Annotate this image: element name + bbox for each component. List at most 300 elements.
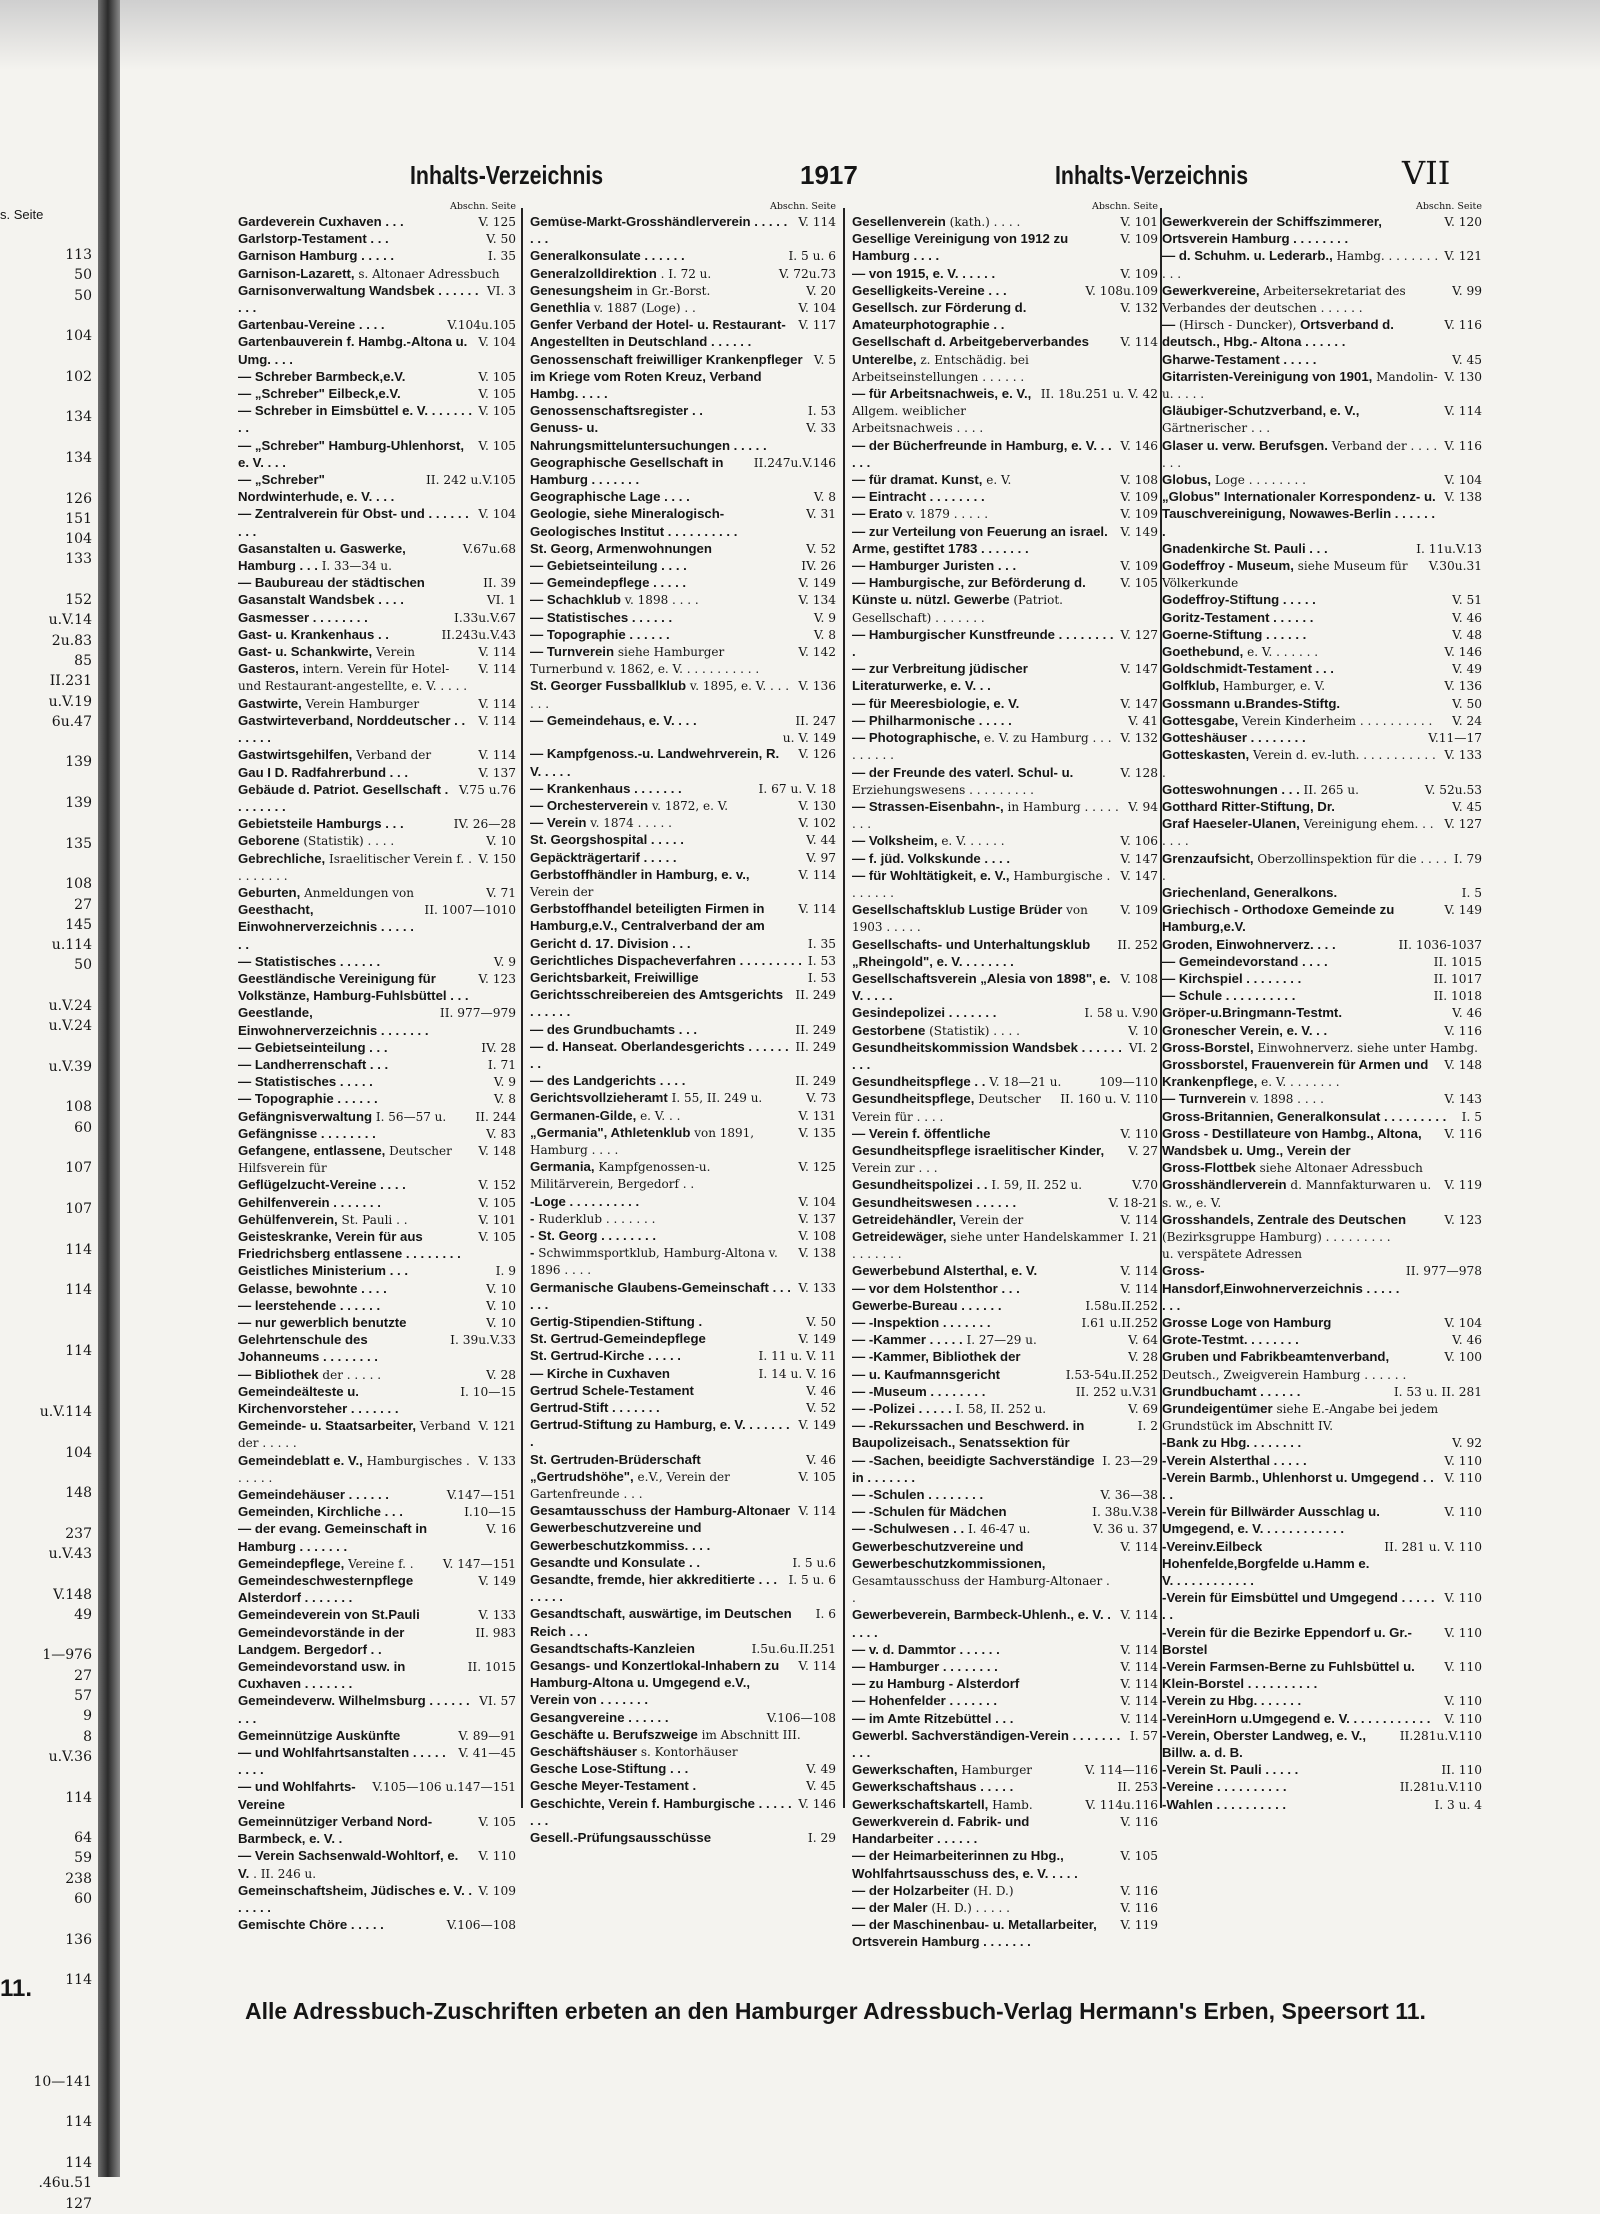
entry-reference: II. 1018 xyxy=(1433,989,1482,1004)
entry-text xyxy=(852,1143,1122,1177)
entry-keyword: — Hamburger Juristen . . . xyxy=(852,558,1017,574)
index-entry xyxy=(530,1606,836,1640)
previous-page-number xyxy=(0,1361,92,1381)
entry-reference: V.75 u.76 xyxy=(458,782,516,797)
entry-text xyxy=(238,1418,472,1452)
entry-reference: V. 147 xyxy=(1120,851,1158,866)
entry-reference: V. 110 xyxy=(1444,1470,1482,1485)
entry-detail: Hamb. xyxy=(988,1797,1033,1812)
index-entry xyxy=(530,1727,836,1744)
entry-text xyxy=(852,1659,1114,1676)
index-entry xyxy=(1162,214,1482,248)
index-entry xyxy=(238,902,516,954)
entry-keyword: Gewerbebund Alsterthal, e. V. xyxy=(852,1263,1038,1279)
entry-text xyxy=(238,1281,480,1298)
entry-reference: V. 72u.73 xyxy=(778,266,836,281)
previous-page-number: 104 xyxy=(65,531,92,548)
entry-keyword: — des Landgerichts . . . . xyxy=(530,1073,686,1089)
entry-reference: I. 57 xyxy=(1129,1728,1158,1743)
entry-keyword: Gastwirtsgehilfen, xyxy=(238,747,353,763)
entry-reference: V. 114 xyxy=(798,867,836,882)
entry-keyword: Gesandte, fremde, hier akkreditierte . . . . . . . . xyxy=(530,1572,777,1605)
entry-reference: I. 53 xyxy=(807,404,836,419)
entry-text xyxy=(1162,971,1428,988)
entry-keyword: Gewerkverein der Schiffszimmerer, Ortsverein Hamburg . . . . . . . . xyxy=(1162,214,1382,247)
entry-reference: V. 109 xyxy=(1120,903,1158,918)
index-entry xyxy=(530,1417,836,1451)
index-entry xyxy=(530,283,836,300)
entry-reference: I. 6 xyxy=(815,1607,836,1622)
entry-reference: V. 41 xyxy=(1128,713,1158,728)
entry-text xyxy=(238,782,453,816)
previous-page-number: 114 xyxy=(65,2154,92,2171)
entry-keyword: Ortsverband d. deutsch., Hbg.- Altona . . . . . . xyxy=(1162,317,1394,350)
entry-text xyxy=(238,644,472,661)
index-entry xyxy=(852,1539,1158,1608)
previous-page-number xyxy=(0,813,92,833)
index-entry xyxy=(1162,1470,1482,1504)
entry-reference: V. 27 xyxy=(1128,1143,1158,1158)
index-entry xyxy=(1162,730,1482,747)
entry-reference: I.5u.6u.II.251 xyxy=(751,1641,836,1656)
entry-reference: V. 97 xyxy=(806,850,836,865)
entry-text xyxy=(1162,1625,1438,1659)
entry-reference: V. 51 xyxy=(1452,593,1482,608)
index-entry xyxy=(852,937,1158,971)
entry-text xyxy=(238,266,516,283)
previous-page-numbers xyxy=(0,245,92,2214)
entry-detail: (Statistik) . . . . xyxy=(299,834,395,849)
entry-text xyxy=(530,1073,789,1090)
entry-reference: V. 116 xyxy=(1120,1900,1158,1915)
entry-reference: V. 127 xyxy=(1444,817,1482,832)
index-entry xyxy=(852,1040,1158,1074)
entry-reference: II. 160 u. V. 110 xyxy=(1060,1092,1158,1107)
entry-text xyxy=(238,833,480,850)
entry-detail: (H. D.) . . . . . xyxy=(927,1900,1010,1915)
entry-reference: I. 21 xyxy=(1129,1229,1158,1244)
entry-detail: z. Entschädig. bei Arbeitseinstellungen . . . . . . xyxy=(852,352,1029,384)
index-entry xyxy=(852,575,1158,627)
entry-text xyxy=(530,850,800,867)
entry-reference: V. 149 xyxy=(1120,524,1158,539)
entry-text xyxy=(530,1744,836,1761)
entry-text xyxy=(1162,1384,1388,1401)
entry-keyword: Gelehrtenschule des Johanneums . . . . . . . . xyxy=(238,1332,378,1365)
previous-page-number xyxy=(0,976,92,996)
previous-page-number: 148 xyxy=(65,1485,92,1502)
entry-reference: II. 281 u. V. 110 xyxy=(1384,1539,1482,1554)
entry-reference: II. 252 xyxy=(1117,937,1158,952)
index-column-2 xyxy=(530,200,836,1846)
previous-page-header: s. Seite xyxy=(0,207,44,222)
entry-reference: V. 46 xyxy=(1452,1006,1482,1021)
entry-keyword: Gläubiger-Schutzverband, e. V., xyxy=(1162,403,1360,419)
entry-text xyxy=(530,1159,792,1193)
entry-detail: Gärtnerischer . . . xyxy=(1162,421,1271,436)
index-entry xyxy=(852,1917,1158,1951)
entry-keyword: -Verein für die Bezirke Eppendorf u. Gr.-Borstel xyxy=(1162,1624,1412,1657)
index-entry xyxy=(852,1143,1158,1177)
previous-page-number xyxy=(0,387,92,407)
previous-page-number xyxy=(0,773,92,793)
entry-text xyxy=(530,970,802,987)
index-entry xyxy=(1162,1005,1482,1022)
index-entry xyxy=(238,575,516,592)
entry-keyword: — Gebietseinteilung . . . xyxy=(238,1039,388,1055)
entry-reference: V. 45 xyxy=(806,1779,836,1794)
previous-page-number: u.V.36 xyxy=(48,1748,92,1765)
index-entry xyxy=(530,815,836,832)
entry-keyword: — und Wohlfahrtsanstalten . . . . . . . . . xyxy=(238,1745,446,1778)
previous-page-number: u.V.14 xyxy=(48,612,92,629)
entry-reference: I. 53 xyxy=(807,970,836,985)
entry-text xyxy=(1162,1091,1438,1108)
entry-keyword: Gewerkvereine, xyxy=(1162,282,1260,298)
entry-keyword: -Loge . . . . . . . . . . xyxy=(530,1193,640,1209)
entry-text xyxy=(530,455,748,489)
previous-page-number xyxy=(0,2133,92,2153)
entry-keyword: — Topographie . . . . . . xyxy=(238,1091,378,1107)
entry-text xyxy=(852,231,1114,265)
entry-text xyxy=(238,902,418,954)
index-entry xyxy=(1162,816,1482,850)
previous-page-number: 134 xyxy=(65,449,92,466)
entry-reference: V. 138 xyxy=(1444,490,1482,505)
entry-detail: e. V. xyxy=(982,473,1012,488)
entry-reference: V. 149 xyxy=(798,576,836,591)
entry-text xyxy=(852,868,1114,902)
index-entry xyxy=(530,1348,836,1365)
entry-reference: V. 20 xyxy=(806,283,836,298)
entry-detail: Allgem. weiblicher Arbeitsnachweis . . . . xyxy=(852,404,984,436)
entry-detail: I. 27—29 u. xyxy=(962,1333,1037,1348)
entry-keyword: Gronescher Verein, e. V. . . xyxy=(1162,1022,1328,1038)
entry-keyword: — der Maschinenbau- u. Metallarbeiter, Ortsverein Hamburg . . . . . . . xyxy=(852,1917,1097,1950)
entry-keyword: St. Georg, Armenwohnungen xyxy=(530,540,712,556)
entry-text xyxy=(1162,369,1438,403)
entry-reference: I. 10—15 xyxy=(460,1384,516,1399)
entry-reference: I. 5 xyxy=(1461,1109,1482,1124)
index-entry xyxy=(852,1281,1158,1298)
previous-page-number xyxy=(0,1037,92,1057)
index-entry xyxy=(238,1109,516,1126)
entry-text xyxy=(852,1848,1114,1882)
entry-reference: V. 116 xyxy=(1444,1023,1482,1038)
entry-reference: V. 128 xyxy=(1120,765,1158,780)
entry-reference: V. 114u.116 xyxy=(1085,1797,1158,1812)
entry-text xyxy=(530,1503,792,1555)
index-entry xyxy=(852,1900,1158,1917)
entry-reference: V. 10 xyxy=(486,1316,516,1330)
index-entry xyxy=(530,248,836,265)
index-entry xyxy=(852,1521,1158,1538)
entry-keyword: Grosse Loge von Hamburg xyxy=(1162,1315,1332,1330)
index-entry xyxy=(530,317,836,351)
entry-detail: v. 1872, e. V. xyxy=(648,798,729,813)
entry-keyword: Gesandtschafts-Kanzleien xyxy=(530,1640,695,1656)
index-entry xyxy=(530,1572,836,1606)
entry-keyword: — nur gewerblich benutzte xyxy=(238,1315,407,1330)
entry-keyword: Gesellsch. zur Förderung d. Amateurphotographie . . xyxy=(852,300,1027,333)
column-header: Abschn. Seite xyxy=(449,201,516,212)
entry-detail: siehe Hamburger Turnerbund v. 1862, e. V. . . . . . . . . . . xyxy=(530,645,760,677)
entry-text xyxy=(238,1263,490,1280)
entry-keyword: — leerstehende . . . . . . xyxy=(238,1297,381,1313)
index-entry xyxy=(852,1212,1158,1229)
entry-text xyxy=(852,1642,1114,1659)
index-entry xyxy=(852,696,1158,713)
previous-page-number: 151 xyxy=(65,510,92,527)
entry-text xyxy=(1162,489,1438,541)
index-entry xyxy=(238,248,516,265)
entry-text xyxy=(1162,214,1438,248)
previous-page-number: u.114 xyxy=(51,937,92,954)
entry-keyword: Gesindepolizei . . . . . . . xyxy=(852,1005,997,1021)
entry-keyword: — -Kammer . . . . . xyxy=(852,1332,963,1348)
entry-keyword: Grosshändlerverein xyxy=(1162,1177,1287,1193)
entry-keyword: Gast- u. Krankenhaus . . xyxy=(238,626,389,642)
entry-keyword: Gemeindevorstand usw. in Cuxhaven . . . . . . . xyxy=(238,1659,406,1692)
index-entry xyxy=(1162,1453,1482,1470)
entry-text xyxy=(530,1572,782,1606)
entry-text xyxy=(238,1693,473,1727)
index-entry xyxy=(852,1453,1158,1487)
index-entry xyxy=(1162,1057,1482,1091)
index-entry xyxy=(852,1384,1158,1401)
entry-reference: V. 109 xyxy=(1120,490,1158,505)
index-entry xyxy=(238,1883,516,1917)
entry-keyword: Gesundheitspolizei . . xyxy=(852,1177,988,1193)
entry-text xyxy=(530,832,800,849)
entry-reference: II. 1015 xyxy=(467,1660,516,1675)
index-entry xyxy=(1162,1435,1482,1452)
entry-reference: IV. 26—28 xyxy=(453,817,516,832)
entry-reference: V. 110 xyxy=(1444,1505,1482,1520)
index-entry xyxy=(1162,1109,1482,1126)
entry-reference: V. 114 xyxy=(798,902,836,917)
entry-keyword: Germanische Glaubens-Gemeinschaft . . . . . . xyxy=(530,1279,791,1312)
index-entry xyxy=(1162,782,1482,799)
previous-page-number: u.V.19 xyxy=(48,693,92,710)
previous-page-number: 135 xyxy=(65,835,92,852)
index-entry xyxy=(852,1263,1158,1280)
entry-keyword: „Germania", Athletenklub xyxy=(530,1124,691,1140)
entry-reference: II. 1015 xyxy=(1433,954,1482,969)
entry-keyword: — Strassen-Eisenbahn-, xyxy=(852,798,1004,814)
entry-text xyxy=(1162,954,1428,971)
entry-reference: V. 125 xyxy=(798,1160,836,1175)
entry-text xyxy=(852,1332,1122,1349)
entry-keyword: Gewerkverein d. Fabrik- und Handarbeiter . . . . . . xyxy=(852,1813,1030,1847)
entry-text xyxy=(852,1521,1087,1538)
entry-text xyxy=(852,1074,1093,1091)
index-entry xyxy=(238,334,516,368)
entry-text xyxy=(530,1830,802,1847)
entry-keyword: — -Sachen, beeidigte Sachverständige in . . . . . . . xyxy=(852,1452,1095,1485)
entry-text xyxy=(1162,1315,1438,1332)
entry-reference: V. 116 xyxy=(1444,1126,1482,1141)
previous-page-number: .46u.51 xyxy=(38,2175,92,2192)
previous-page-number: 104 xyxy=(65,1444,92,1461)
index-entry xyxy=(852,713,1158,730)
previous-page-number xyxy=(0,2011,92,2031)
entry-text xyxy=(852,1607,1114,1641)
previous-page-number xyxy=(0,346,92,366)
index-entry xyxy=(238,1298,516,1315)
entry-detail: v. 1898 . . . . xyxy=(620,593,699,608)
entry-text xyxy=(852,1711,1114,1728)
index-entry xyxy=(238,1040,516,1057)
index-entry xyxy=(530,832,836,849)
entry-text xyxy=(530,352,808,404)
index-entry xyxy=(238,1229,516,1263)
entry-keyword: — Kirchspiel . . . . . . . . xyxy=(1162,970,1302,986)
previous-page-number: 136 xyxy=(65,1931,92,1948)
entry-reference: V. 114 xyxy=(478,748,516,763)
entry-reference: V. 148 xyxy=(478,1143,516,1158)
entry-detail: e. V. . . . . . . . xyxy=(1257,1075,1340,1090)
entry-keyword: — Hamburgischer Kunstfreunde . . . . . . . . . xyxy=(852,626,1114,660)
index-entry xyxy=(852,334,1158,386)
entry-keyword: — Verein f. öffentliche xyxy=(852,1125,991,1141)
entry-text xyxy=(852,1418,1132,1452)
index-entry xyxy=(530,1830,836,1847)
entry-keyword: Gotthard Ritter-Stiftung, Dr. xyxy=(1162,798,1335,814)
entry-keyword: Gesell.-Prüfungsausschüsse xyxy=(530,1830,712,1846)
entry-keyword: -Verein für Eimsbüttel und Umgegend . . . . . . . xyxy=(1162,1590,1435,1623)
previous-page-number xyxy=(0,1767,92,1787)
entry-reference: II. 247 xyxy=(795,713,836,728)
previous-page-number: 108 xyxy=(65,1099,92,1116)
entry-reference: V. 108 xyxy=(1120,473,1158,488)
entry-keyword: Godeffroy - Museum, xyxy=(1162,558,1294,574)
entry-reference: V. 125 xyxy=(478,215,516,229)
index-entry xyxy=(238,369,516,386)
entry-text xyxy=(1162,283,1446,317)
entry-text xyxy=(1162,1590,1438,1624)
page-footer: Alle Adressbuch-Zuschriften erbeten an den Hamburger Adressbuch-Verlag Hermann's Erben, Speersort 11. xyxy=(245,1998,1426,2024)
index-entry xyxy=(852,627,1158,661)
entry-text xyxy=(852,1298,1079,1315)
entry-text xyxy=(530,1452,800,1469)
index-entry xyxy=(530,541,836,558)
index-entry xyxy=(238,1263,516,1280)
entry-reference: V. 5 xyxy=(813,352,836,367)
entry-keyword: — -Inspektion . . . . . . . xyxy=(852,1315,991,1330)
entry-keyword: Gesundheitskommission Wandsbek . . . . . . . . . xyxy=(852,1039,1122,1072)
previous-page-number: u.V.24 xyxy=(48,997,92,1014)
entry-text xyxy=(1162,1470,1438,1504)
entry-reference: II. 1017 xyxy=(1433,971,1482,986)
entry-keyword: Gewerkschaften, xyxy=(852,1762,958,1778)
entry-keyword: Goerne-Stiftung . . . . . . xyxy=(1162,626,1307,642)
entry-text xyxy=(1162,1057,1438,1091)
entry-keyword: — Gebietseinteilung . . . . xyxy=(530,558,687,574)
entry-reference: V. 116 xyxy=(1120,1883,1158,1898)
entry-keyword: Gemeinnützige Auskünfte xyxy=(238,1727,401,1743)
entry-reference: IV. 26 xyxy=(801,559,836,574)
index-entry xyxy=(852,868,1158,902)
entry-keyword: Gesangvereine . . . . . . xyxy=(530,1709,669,1725)
entry-reference: V. 110 xyxy=(1444,1625,1482,1640)
entry-reference: V. 114—116 xyxy=(1084,1763,1158,1778)
entry-keyword: Gepäckträgertarif . . . . . xyxy=(530,849,677,865)
header-title-right: Inhalts-Verzeichnis xyxy=(1055,160,1249,190)
entry-text xyxy=(530,678,792,712)
entry-keyword: Gemeinden, Kirchliche . . . xyxy=(238,1504,403,1520)
entry-keyword: Gewerbl. Sachverständigen-Verein . . . . . . . . . . xyxy=(852,1727,1121,1761)
entry-keyword: Gross-Borstel, xyxy=(1162,1039,1254,1055)
index-entry xyxy=(238,1281,516,1298)
entry-reference: V. 136 xyxy=(798,679,836,694)
entry-reference: I. 53 xyxy=(807,953,836,968)
entry-reference: V. 108 xyxy=(798,1228,836,1243)
entry-keyword: Goldschmidt-Testament . . . xyxy=(1162,661,1334,677)
entry-detail: Oberzollinspektion für die . . . . . xyxy=(1162,851,1448,883)
previous-page-number: 237 xyxy=(65,1525,92,1542)
index-entry xyxy=(238,661,516,695)
entry-keyword: — zu Hamburg - Alsterdorf xyxy=(852,1676,1020,1692)
entry-keyword: Gau I D. Radfahrerbund . . . xyxy=(238,764,408,780)
previous-page-number xyxy=(0,468,92,488)
entry-text xyxy=(238,1573,472,1607)
entry-keyword: — Verein xyxy=(530,815,587,831)
index-entry xyxy=(238,1745,516,1779)
entry-keyword: Gross-Hansdorf,Einwohnerverzeichnis . . . . . . . . xyxy=(1162,1263,1400,1313)
entry-text xyxy=(852,1212,1114,1229)
entry-keyword: Gewerkschaftshaus . . . . . xyxy=(852,1779,1014,1795)
entry-keyword: -Verein Barmb., Uhlenhorst u. Umgegend . . . . xyxy=(1162,1469,1434,1503)
entry-keyword: Grundbuchamt . . . . . . xyxy=(1162,1383,1301,1399)
entry-text xyxy=(1162,1504,1438,1538)
entry-keyword: Gasanstalt Wandsbek . . . . xyxy=(238,592,404,608)
entry-reference: V. 121 xyxy=(1444,249,1482,264)
previous-page-number: u.V.39 xyxy=(48,1058,92,1075)
entry-keyword: Gesche Meyer-Testament . xyxy=(530,1778,697,1794)
index-entry xyxy=(1162,248,1482,282)
index-entry xyxy=(530,610,836,627)
previous-page-number: 114 xyxy=(65,1343,92,1360)
entry-keyword: Gesellenverein xyxy=(852,214,946,229)
entry-text xyxy=(852,1676,1114,1693)
entry-text xyxy=(852,833,1114,850)
entry-text xyxy=(852,1401,1122,1418)
entry-detail: . I. 72 u. xyxy=(656,266,712,281)
entry-keyword: Geesthacht, Einwohnerverzeichnis . . . . . . . xyxy=(238,902,414,952)
entry-detail: (Statistik) . . . . xyxy=(925,1023,1020,1038)
entry-reference: V. 45 xyxy=(1452,799,1482,814)
index-entry xyxy=(852,1005,1158,1022)
entry-keyword: — für Meeresbiologie, e. V. xyxy=(852,695,1020,711)
entry-text xyxy=(238,1917,441,1934)
entry-detail: v. 1879 . . . . . xyxy=(902,507,989,522)
entry-text xyxy=(238,1521,480,1555)
entry-text xyxy=(852,1040,1123,1074)
entry-reference: V. 149 xyxy=(798,1418,836,1433)
index-entry xyxy=(1162,902,1482,936)
index-entry xyxy=(852,902,1158,936)
index-entry xyxy=(1162,696,1482,713)
entry-text xyxy=(530,746,792,780)
entry-detail: Loge . . . . . . . . xyxy=(1211,473,1306,488)
entry-text xyxy=(852,1263,1114,1280)
entry-text xyxy=(530,815,792,832)
index-entry xyxy=(530,1658,836,1710)
entry-text xyxy=(238,696,472,713)
index-entry xyxy=(238,1367,516,1384)
entry-text xyxy=(530,1108,792,1125)
